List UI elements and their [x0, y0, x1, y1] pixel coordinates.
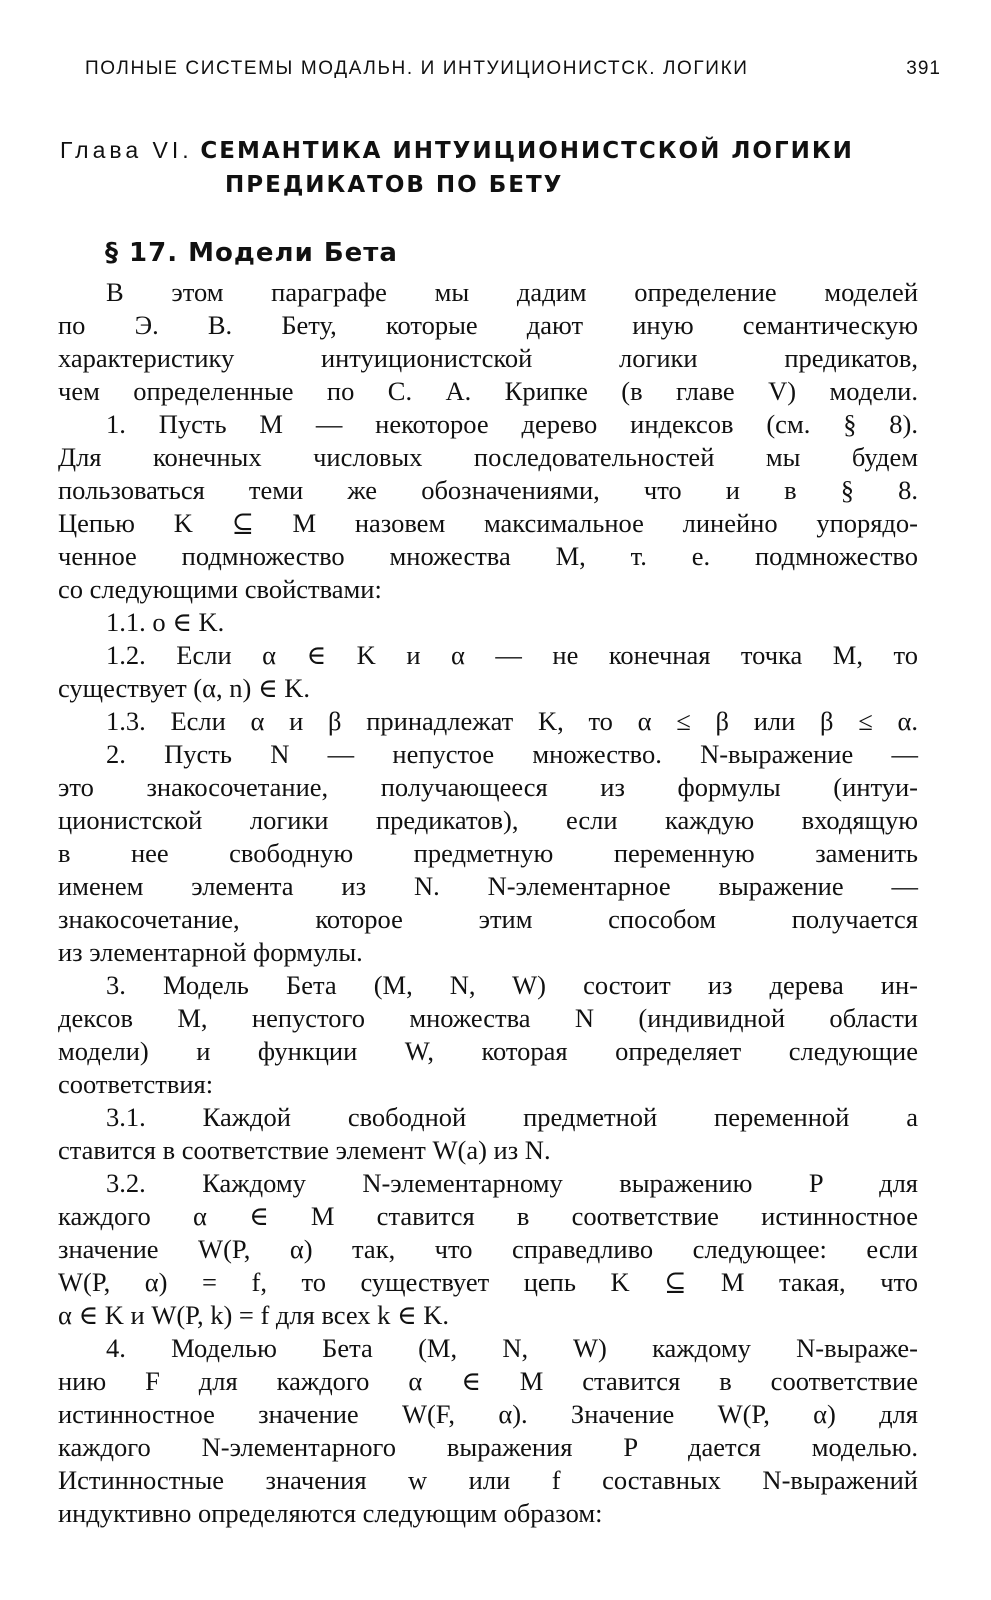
section-title: § 17. Модели Бета — [105, 238, 398, 268]
text-line: чем определенные по С. А. Крипке (в главе V) модели. — [58, 376, 918, 406]
text-line: именем элемента из N. N-элементарное выражение — — [58, 871, 918, 901]
running-head — [85, 58, 941, 80]
chapter-title-line-1: СЕМАНТИКА ИНТУИЦИОНИСТСКОЙ ЛОГИКИ — [200, 138, 854, 164]
text-line: Для конечных числовых последовательностей мы будем — [58, 442, 918, 472]
text-line: каждого α ∈ M ставится в соответствие истинностное — [58, 1201, 918, 1231]
text-line: каждого N-элементарного выражения P дается моделью. — [58, 1432, 918, 1462]
text-line: существует (α, n) ∈ K. — [58, 673, 310, 703]
text-line: ционистской логики предикатов), если каждую входящую — [58, 805, 918, 835]
text-line: дексов M, непустого множества N (индивидной области — [58, 1003, 918, 1033]
text-line: ченное подмножество множества M, т. е. подмножество — [58, 541, 918, 571]
running-head-title: ПОЛНЫЕ СИСТЕМЫ МОДАЛЬН. И ИНТУИЦИОНИСТСК. ЛОГИКИ — [85, 58, 749, 79]
chapter-title-line-2: ПРЕДИКАТОВ ПО БЕТУ — [225, 172, 564, 198]
text-line: из элементарной формулы. — [58, 937, 363, 967]
chapter-label: Глава VI. — [60, 137, 193, 163]
text-line: нию F для каждого α ∈ M ставится в соответствие — [58, 1366, 918, 1396]
text-line: Истинностные значения w или f составных N-выражений — [58, 1465, 918, 1495]
text-line: значение W(P, α) так, что справедливо следующее: если — [58, 1234, 918, 1264]
text-line: это знакосочетание, получающееся из формулы (интуи- — [58, 772, 918, 802]
text-line: 4. Моделью Бета (M, N, W) каждому N-выраже- — [106, 1333, 918, 1363]
text-line: соответствия: — [58, 1069, 214, 1099]
body-text — [58, 268, 918, 1530]
text-line: со следующими свойствами: — [58, 574, 382, 604]
text-line: α ∈ K и W(P, k) = f для всех k ∈ K. — [58, 1300, 450, 1330]
text-line: индуктивно определяются следующим образом: — [58, 1498, 603, 1528]
text-line: ставится в соответствие элемент W(a) из N. — [58, 1135, 551, 1165]
text-line: характеристику интуиционистской логики предикатов, — [58, 343, 918, 373]
text-line: 1.2. Если α ∈ K и α — не конечная точка M, то — [106, 640, 918, 670]
text-line: 3.1. Каждой свободной предметной переменной a — [106, 1102, 918, 1132]
page-number: 391 — [906, 58, 941, 79]
text-line: в нее свободную предметную переменную заменить — [58, 838, 918, 868]
text-line: 3.2. Каждому N-элементарному выражению P для — [106, 1168, 918, 1198]
text-line: пользоваться теми же обозначениями, что и в § 8. — [58, 475, 918, 505]
text-line: В этом параграфе мы дадим определение моделей — [106, 277, 918, 307]
chapter-heading — [60, 133, 960, 202]
text-line: 2. Пусть N — непустое множество. N-выражение — — [106, 739, 918, 769]
text-line: 1.1. o ∈ K. — [106, 607, 225, 637]
text-line: 1.3. Если α и β принадлежат K, то α ≤ β или β ≤ α. — [106, 706, 918, 736]
text-line: модели) и функции W, которая определяет следующие — [58, 1036, 918, 1066]
text-line: Цепью K ⊆ M назовем максимальное линейно упорядо- — [58, 508, 918, 538]
text-line: знакосочетание, которое этим способом получается — [58, 904, 918, 934]
text-line: 3. Модель Бета (M, N, W) состоит из дерева ин- — [106, 970, 918, 1000]
text-line: по Э. В. Бету, которые дают иную семантическую — [58, 310, 918, 340]
text-line: истинностное значение W(F, α). Значение W(P, α) для — [58, 1399, 918, 1429]
text-line: 1. Пусть M — некоторое дерево индексов (см. § 8). — [106, 409, 918, 439]
text-line: W(P, α) = f, то существует цепь K ⊆ M такая, что — [58, 1267, 918, 1297]
